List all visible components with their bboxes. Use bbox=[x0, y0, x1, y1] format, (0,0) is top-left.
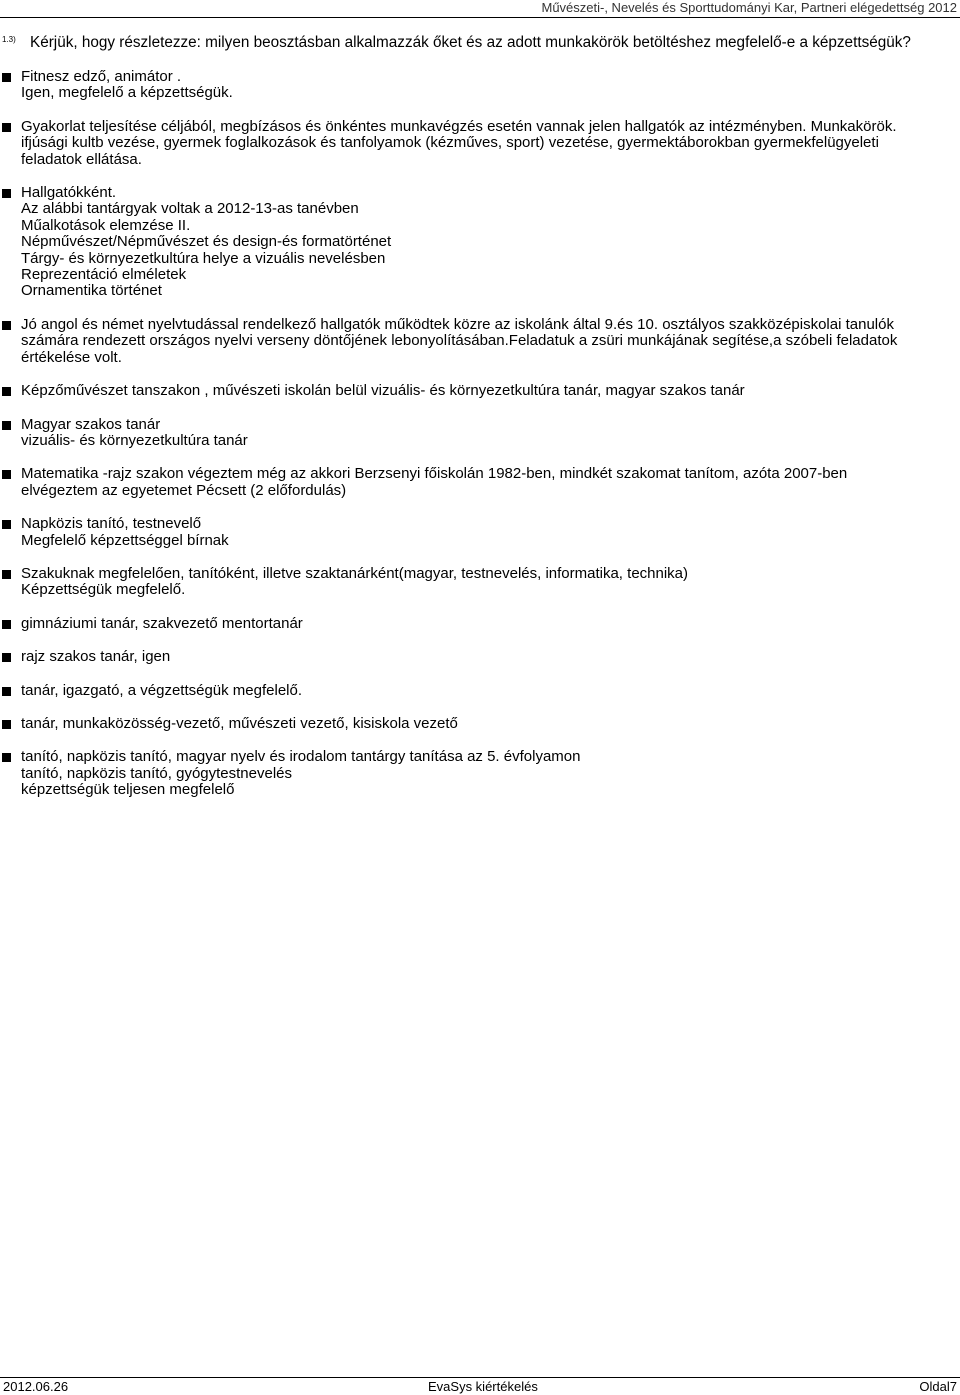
answer-line: Magyar szakos tanár bbox=[21, 415, 161, 433]
answer-line: tanár, munkaközösség-vezető, művészeti vezető, kisiskola vezető bbox=[21, 714, 458, 732]
square-bullet-icon bbox=[2, 687, 11, 696]
square-bullet-icon bbox=[2, 123, 11, 132]
answer-line: rajz szakos tanár, igen bbox=[21, 648, 171, 666]
square-bullet-icon bbox=[2, 570, 11, 579]
answer-line: képzettségük teljesen megfelelő bbox=[21, 781, 235, 799]
answer-item bbox=[0, 749, 960, 798]
answer-line: értékelése volt. bbox=[21, 348, 122, 366]
square-bullet-icon bbox=[2, 321, 11, 330]
page-footer bbox=[0, 1377, 960, 1395]
answer-line: Ornamentika történet bbox=[21, 282, 162, 300]
answer-item bbox=[0, 69, 960, 102]
answer-line: Az alábbi tantárgyak voltak a 2012-13-as tanévben bbox=[21, 200, 359, 218]
page-header bbox=[0, 0, 960, 17]
square-bullet-icon bbox=[2, 189, 11, 198]
answer-item bbox=[0, 185, 960, 300]
answer-item bbox=[0, 566, 960, 599]
answer-item bbox=[0, 417, 960, 450]
answer-line: feladatok ellátása. bbox=[21, 150, 142, 168]
answer-item bbox=[0, 119, 960, 168]
answer-line: Megfelelő képzettséggel bírnak bbox=[21, 531, 229, 549]
answer-line: tanító, napközis tanító, magyar nyelv és irodalom tantárgy tanítása az 5. évfolyamon bbox=[21, 748, 581, 766]
square-bullet-icon bbox=[2, 520, 11, 529]
header-divider bbox=[0, 17, 960, 18]
answer-line: elvégeztem az egyetemet Pécsett (2 előfordulás) bbox=[21, 481, 347, 499]
answer-item bbox=[0, 616, 960, 632]
square-bullet-icon bbox=[2, 620, 11, 629]
answer-line: Műalkotások elemzése II. bbox=[21, 216, 191, 234]
answer-item bbox=[0, 716, 960, 732]
answer-list bbox=[0, 69, 960, 816]
answer-line: Tárgy- és környezetkultúra helye a vizuális nevelésben bbox=[21, 249, 386, 267]
answer-item bbox=[0, 317, 960, 366]
square-bullet-icon bbox=[2, 421, 11, 430]
answer-line: Jó angol és német nyelvtudással rendelkező hallgatók működtek közre az iskolánk által 9.és 10. osztályos szakközépiskolai tanulók bbox=[21, 315, 894, 333]
answer-line: számára rendezett országos nyelvi verseny döntőjének lebonyolításában.Feladatuk a zsüri munkájának segítése,a szóbeli feladatok bbox=[21, 332, 898, 350]
answer-line: Igen, megfelelő a képzettségük. bbox=[21, 84, 233, 102]
square-bullet-icon bbox=[2, 73, 11, 82]
answer-line: Képzőművészet tanszakon , művészeti iskolán belül vizuális- és környezetkultúra tanár, magyar szakos tanár bbox=[21, 382, 745, 400]
answer-line: vizuális- és környezetkultúra tanár bbox=[21, 431, 248, 449]
answer-line: Fitnesz edző, animátor . bbox=[21, 68, 182, 85]
answer-line: tanár, igazgató, a végzettségük megfelelő. bbox=[21, 681, 303, 699]
footer-source: EvaSys kiértékelés bbox=[428, 1379, 538, 1394]
square-bullet-icon bbox=[2, 753, 11, 762]
header-title: Művészeti-, Nevelés és Sporttudományi Kar, Partneri elégedettség 2012 bbox=[541, 0, 957, 15]
answer-item bbox=[0, 683, 960, 699]
square-bullet-icon bbox=[2, 653, 11, 662]
answer-item bbox=[0, 649, 960, 665]
footer-date: 2012.06.26 bbox=[3, 1379, 69, 1394]
square-bullet-icon bbox=[2, 387, 11, 396]
answer-line: tanító, napközis tanító, gyógytestnevelés bbox=[21, 764, 293, 782]
answer-line: Matematika -rajz szakon végeztem még az akkori Berzsenyi főiskolán 1982-ben, mindkét szakomat tanítom, azóta 2007-ben bbox=[21, 465, 848, 483]
answer-item bbox=[0, 516, 960, 549]
footer-page-number: Oldal7 bbox=[919, 1379, 957, 1394]
question-text: Kérjük, hogy részletezze: milyen beosztásban alkalmazzák őket és az adott munkakörök betöltéshez megfelelő-e a képzettségük? bbox=[30, 34, 911, 51]
answer-line: Reprezentáció elméletek bbox=[21, 266, 187, 284]
answer-line: Gyakorlat teljesítése céljából, megbízásos és önkéntes munkavégzés esetén vannak jelen hallgatók az intézményben. Munkakörök. bbox=[21, 117, 897, 135]
answer-line: Szakuknak megfelelően, tanítóként, illetve szaktanárként(magyar, testnevelés, informatika, technika) bbox=[21, 564, 689, 582]
question-number: 1.3) bbox=[2, 35, 16, 44]
answer-line: ifjúsági kultb vezése, gyermek foglalkozások és tanfolyamok (kézműves, sport) vezetése, gyermektáborokban gyermekfelügyeleti bbox=[21, 134, 879, 152]
answer-item bbox=[0, 466, 960, 499]
answer-item bbox=[0, 383, 960, 399]
answer-line: Napközis tanító, testnevelő bbox=[21, 515, 202, 533]
answer-line: Hallgatókként. bbox=[21, 184, 117, 202]
answer-line: gimnáziumi tanár, szakvezető mentortanár bbox=[21, 614, 303, 632]
answer-line: Népművészet/Népművészet és design-és formatörténet bbox=[21, 233, 392, 251]
square-bullet-icon bbox=[2, 470, 11, 479]
footer-divider bbox=[0, 1377, 960, 1378]
answer-line: Képzettségük megfelelő. bbox=[21, 581, 186, 599]
square-bullet-icon bbox=[2, 720, 11, 729]
